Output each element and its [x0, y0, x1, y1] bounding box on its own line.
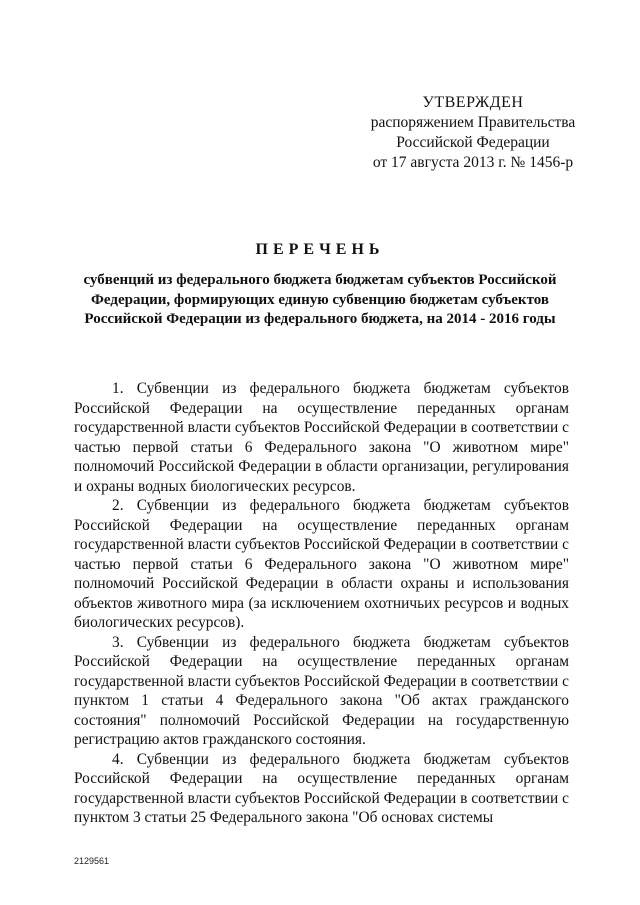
paragraph-1: 1. Субвенции из федерального бюджета бюджетам субъектов Российской Федерации на осуществление переданных органам государственной власти субъектов Российской Федерации в соответствии с частью первой статьи 6 Федерального закона "О животном мире" полномочий Российской Федерации в области организации, регулирования и охраны водных биологических ресурсов.: [74, 380, 569, 495]
approval-line-1: распоряжением Правительства: [370, 114, 576, 131]
approval-line-2: Российской Федерации: [396, 134, 550, 151]
approval-line-3: от 17 августа 2013 г. № 1456-р: [372, 154, 574, 171]
paragraph-3: 3. Субвенции из федерального бюджета бюджетам субъектов Российской Федерации на осуществление переданных органам государственной власти субъектов Российской Федерации в соответствии с пунктом 1 статьи 4 Федерального закона "Об актах гражданского состояния" полномочий Российской Федерации на государственную регистрацию актов гражданского состояния.: [74, 633, 569, 748]
document-subtitle: субвенций из федерального бюджета бюджетам субъектов Российской Федерации, формирующих единую субвенцию бюджетам субъектов Российской Федерации из федерального бюджета, на 2014 - 2016 годы: [83, 272, 557, 327]
approval-stamp: [353, 93, 593, 173]
document-title: ПЕРЕЧЕНЬ: [255, 241, 385, 258]
paragraph-4: 4. Субвенции из федерального бюджета бюджетам субъектов Российской Федерации на осуществление переданных органам государственной власти субъектов Российской Федерации в соответствии с пунктом 3 статьи 25 Федерального закона "Об основах системы: [74, 750, 569, 826]
document-title-block: [80, 240, 560, 330]
document-body: [74, 379, 569, 828]
paragraph-2: 2. Субвенции из федерального бюджета бюджетам субъектов Российской Федерации на осуществление переданных органам государственной власти субъектов Российской Федерации в соответствии с частью первой статьи 6 Федерального закона "О животном мире" полномочий Российской Федерации в области охраны и использования объектов животного мира (за исключением охотничьих ресурсов и водных биологических ресурсов).: [74, 497, 569, 631]
approval-heading: УТВЕРЖДЕН: [422, 94, 524, 111]
document-code: 2129561: [74, 856, 110, 866]
